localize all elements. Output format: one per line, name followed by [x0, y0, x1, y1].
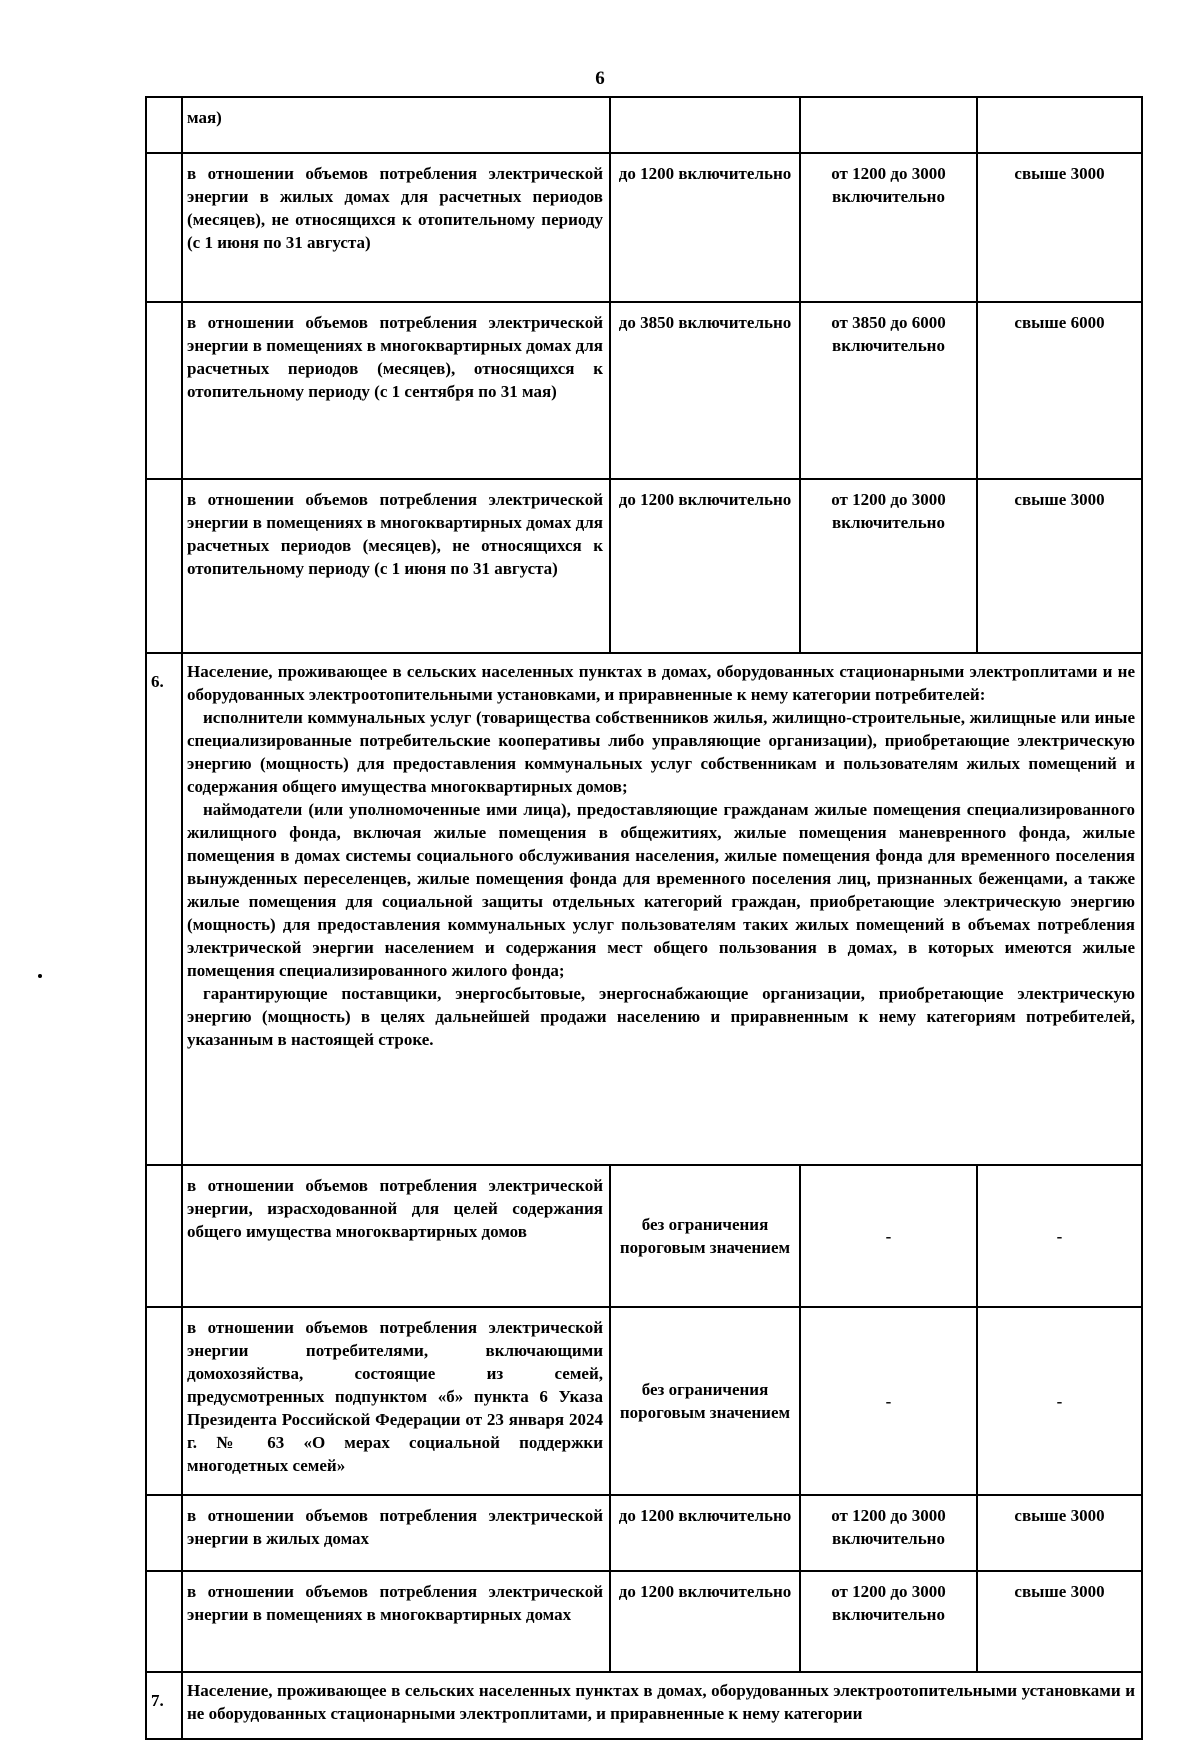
table-row	[146, 1307, 1142, 1495]
section-paragraph: исполнители коммунальных услуг (товарищества собственников жилья, жилищно-строительные, жилищные или иные специализированные потребительские кооперативы либо управляющие организации), приобретающие электрическую энергию (мощность) для предоставления коммунальных услуг собственникам и пользователям жилых помещений и содержания общего имущества многоквартирных домов;	[187, 708, 1135, 796]
table-row	[146, 479, 1142, 653]
row-description: в отношении объемов потребления электрической энергии, израсходованной для целей содержания общего имущества многоквартирных домов	[182, 1165, 610, 1307]
table-row	[146, 1165, 1142, 1307]
threshold-mid: -	[800, 1165, 977, 1307]
threshold-low: без ограничения пороговым значением	[610, 1165, 800, 1307]
page-number: 6	[595, 68, 605, 89]
section-heading: Население, проживающее в сельских населенных пунктах в домах, оборудованных стационарными электроплитами и не оборудованных электроотопительными установками, и приравненные к нему категории потребителей:	[187, 662, 1135, 704]
row-number-cell	[146, 479, 182, 653]
threshold-mid: от 1200 до 3000 включительно	[800, 1495, 977, 1571]
row-description: в отношении объемов потребления электрической энергии в жилых домах для расчетных периодов (месяцев), не относящихся к отопительному периоду (с 1 июня по 31 августа)	[182, 153, 610, 302]
threshold-high: свыше 6000	[977, 302, 1142, 479]
row-description: мая)	[182, 97, 610, 153]
row-number-cell	[146, 97, 182, 153]
table-row	[146, 97, 1142, 153]
section-7-row	[146, 1672, 1142, 1739]
table-row	[146, 302, 1142, 479]
threshold-mid: от 1200 до 3000 включительно	[800, 479, 977, 653]
row-number-cell	[146, 153, 182, 302]
threshold-high: свыше 3000	[977, 479, 1142, 653]
scan-speck	[38, 974, 42, 978]
row-number-cell	[146, 1165, 182, 1307]
threshold-mid: -	[800, 1307, 977, 1495]
section-heading: Население, проживающее в сельских населенных пунктах в домах, оборудованных электроотопительными установками и не оборудованных стационарными электроплитами, и приравненные к нему категории	[187, 1681, 1135, 1723]
section-7-description	[182, 1672, 1142, 1739]
section-number: 6.	[146, 653, 182, 1165]
section-paragraph: гарантирующие поставщики, энергосбытовые, энергоснабжающие организации, приобретающие электрическую энергию (мощность) в целях дальнейшей продажи населению и приравненным к нему категориям потребителей, указанным в настоящей строке.	[187, 984, 1135, 1049]
threshold-high: свыше 3000	[977, 1495, 1142, 1571]
threshold-high: свыше 3000	[977, 153, 1142, 302]
table-row	[146, 1495, 1142, 1571]
threshold-high	[977, 97, 1142, 153]
section-paragraph: наймодатели (или уполномоченные ими лица), предоставляющие гражданам жилые помещения специализированного жилищного фонда, включая жилые помещения в общежитиях, жилые помещения маневренного фонда, жилые помещения в домах системы социального обслуживания населения, жилые помещения фонда для временного поселения вынужденных переселенцев, жилые помещения фонда для временного поселения лиц, признанных беженцами, а также жилые помещения для социальной защиты отдельных категорий граждан, приобретающие электрическую энергию (мощность) для предоставления коммунальных услуг пользователям таких жилых помещений в объемах потребления электрической энергии населением и содержания мест общего пользования в домах, в которых имеются жилые помещения специализированного жилого фонда;	[187, 800, 1135, 980]
section-6-description	[182, 653, 1142, 1165]
threshold-low: без ограничения пороговым значением	[610, 1307, 800, 1495]
threshold-high: -	[977, 1165, 1142, 1307]
row-description: в отношении объемов потребления электрической энергии в помещениях в многоквартирных домах	[182, 1571, 610, 1672]
row-number-cell	[146, 1495, 182, 1571]
threshold-low: до 1200 включительно	[610, 1495, 800, 1571]
table-row	[146, 153, 1142, 302]
row-number-cell	[146, 302, 182, 479]
section-6-row	[146, 653, 1142, 1165]
threshold-mid	[800, 97, 977, 153]
threshold-mid: от 3850 до 6000 включительно	[800, 302, 977, 479]
threshold-mid: от 1200 до 3000 включительно	[800, 1571, 977, 1672]
row-description: в отношении объемов потребления электрической энергии потребителями, включающими домохозяйства, состоящие из семей, предусмотренных подпунктом «б» пункта 6 Указа Президента Российской Федерации от 23 января 2024 г. № 63 «О мерах социальной поддержки многодетных семей»	[182, 1307, 610, 1495]
row-number-cell	[146, 1307, 182, 1495]
row-number-cell	[146, 1571, 182, 1672]
row-description: в отношении объемов потребления электрической энергии в жилых домах	[182, 1495, 610, 1571]
threshold-low	[610, 97, 800, 153]
row-description: в отношении объемов потребления электрической энергии в помещениях в многоквартирных домах для расчетных периодов (месяцев), относящихся к отопительному периоду (с 1 сентября по 31 мая)	[182, 302, 610, 479]
threshold-low: до 3850 включительно	[610, 302, 800, 479]
threshold-low: до 1200 включительно	[610, 1571, 800, 1672]
threshold-low: до 1200 включительно	[610, 479, 800, 653]
row-description: в отношении объемов потребления электрической энергии в помещениях в многоквартирных домах для расчетных периодов (месяцев), не относящихся к отопительному периоду (с 1 июня по 31 августа)	[182, 479, 610, 653]
threshold-mid: от 1200 до 3000 включительно	[800, 153, 977, 302]
threshold-high: свыше 3000	[977, 1571, 1142, 1672]
table-row	[146, 1571, 1142, 1672]
threshold-high: -	[977, 1307, 1142, 1495]
section-number: 7.	[146, 1672, 182, 1739]
tariff-threshold-table	[145, 96, 1143, 1740]
threshold-low: до 1200 включительно	[610, 153, 800, 302]
